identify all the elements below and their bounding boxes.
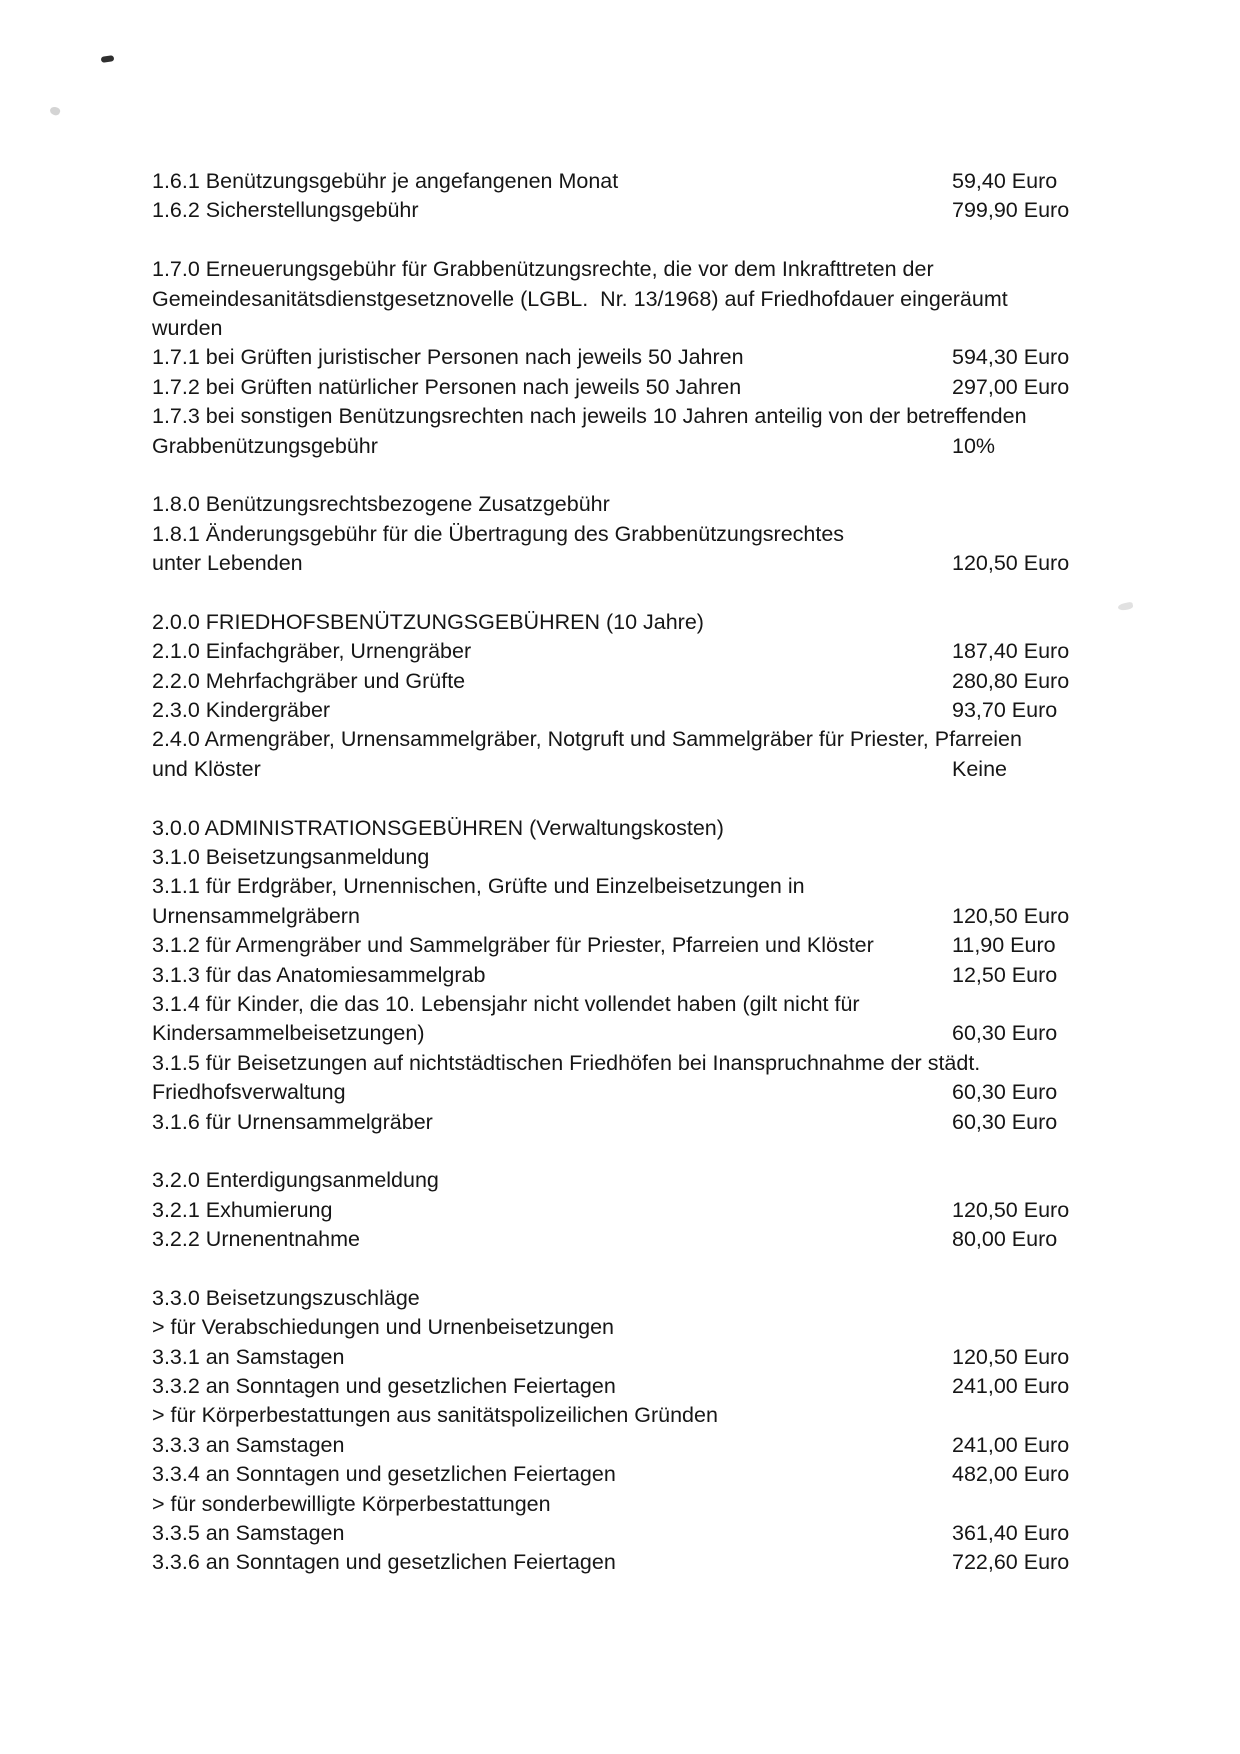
fee-line: [152, 314, 1112, 343]
fee-line: [152, 1372, 1112, 1401]
fee-label: 3.1.6 für Urnensammelgräber: [152, 1109, 433, 1134]
fee-line: [152, 343, 1112, 372]
fee-value: 799,90 Euro: [952, 198, 1070, 223]
fee-line: [152, 814, 1112, 843]
fee-value: 10%: [952, 433, 996, 458]
fee-line: [152, 255, 1112, 284]
fee-label: 3.2.1 Exhumierung: [152, 1197, 333, 1222]
fee-value: 297,00 Euro: [952, 374, 1070, 399]
fee-line: [152, 1431, 1112, 1460]
fee-label: 3.1.5 für Beisetzungen auf nichtstädtischen Friedhöfen bei Inanspruchnahme der städt.: [152, 1050, 981, 1075]
fee-line: [152, 1196, 1112, 1225]
fee-line: [152, 990, 1112, 1019]
fee-label: 3.3.3 an Samstagen: [152, 1432, 345, 1457]
fee-label: 3.3.1 an Samstagen: [152, 1344, 345, 1369]
fee-line: [152, 196, 1112, 225]
fee-label: > für Verabschiedungen und Urnenbeisetzungen: [152, 1315, 614, 1340]
fee-label: 1.7.2 bei Grüften natürlicher Personen nach jeweils 50 Jahren: [152, 374, 742, 399]
blank-line: [152, 461, 1112, 490]
fee-value: 722,60 Euro: [952, 1550, 1070, 1575]
blank-line: [152, 226, 1112, 255]
fee-label: 3.1.2 für Armengräber und Sammelgräber für Priester, Pfarreien und Klöster: [152, 933, 874, 958]
fee-label: 3.1.3 für das Anatomiesammelgrab: [152, 962, 486, 987]
fee-value: 482,00 Euro: [952, 1462, 1070, 1487]
fee-label: 3.3.4 an Sonntagen und gesetzlichen Feiertagen: [152, 1462, 616, 1487]
fee-value: 80,00 Euro: [952, 1227, 1058, 1252]
fee-line: [152, 1049, 1112, 1078]
fee-line: [152, 520, 1112, 549]
fee-line: [152, 902, 1112, 931]
fee-line: [152, 1313, 1112, 1342]
fee-value: 120,50 Euro: [952, 903, 1070, 928]
fee-label: 3.3.2 an Sonntagen und gesetzlichen Feiertagen: [152, 1374, 616, 1399]
fee-value: 60,30 Euro: [952, 1109, 1058, 1134]
blank-line: [152, 1254, 1112, 1283]
document-content: [152, 167, 1112, 1578]
fee-value: 11,90 Euro: [952, 933, 1056, 958]
fee-value: Keine: [952, 756, 1007, 781]
fee-label: 2.1.0 Einfachgräber, Urnengräber: [152, 639, 472, 664]
fee-line: [152, 872, 1112, 901]
fee-line: [152, 285, 1112, 314]
fee-line: [152, 843, 1112, 872]
fee-label: 3.0.0 ADMINISTRATIONSGEBÜHREN (Verwaltungskosten): [152, 815, 724, 840]
fee-label: 1.7.3 bei sonstigen Benützungsrechten nach jeweils 10 Jahren anteilig von der betreffenden: [152, 404, 1027, 429]
fee-label: Grabbenützungsgebühr: [152, 433, 378, 458]
fee-value: 59,40 Euro: [952, 169, 1058, 193]
fee-value: 120,50 Euro: [952, 1344, 1070, 1369]
blank-line: [152, 784, 1112, 813]
fee-line: [152, 1078, 1112, 1107]
fee-label: 3.3.5 an Samstagen: [152, 1520, 345, 1545]
fee-label: Kindersammelbeisetzungen): [152, 1021, 425, 1046]
blank-line: [152, 1137, 1112, 1166]
fee-label: unter Lebenden: [152, 551, 303, 576]
fee-line: [152, 1519, 1112, 1548]
fee-label: 3.2.2 Urnenentnahme: [152, 1227, 360, 1252]
fee-value: 120,50 Euro: [952, 1197, 1070, 1222]
fee-line: [152, 1166, 1112, 1195]
fee-value: 120,50 Euro: [952, 551, 1070, 576]
fee-label: > für Körperbestattungen aus sanitätspolizeilichen Gründen: [152, 1403, 718, 1428]
fee-label: 2.3.0 Kindergräber: [152, 698, 331, 723]
fee-line: [152, 432, 1112, 461]
fee-label: 2.0.0 FRIEDHOFSBENÜTZUNGSGEBÜHREN (10 Jahre): [152, 609, 704, 634]
fee-value: 280,80 Euro: [952, 668, 1070, 693]
fee-label: 2.2.0 Mehrfachgräber und Grüfte: [152, 668, 466, 693]
fee-line: [152, 1343, 1112, 1372]
fee-label: Friedhofsverwaltung: [152, 1080, 346, 1105]
fee-label: 3.2.0 Enterdigungsanmeldung: [152, 1168, 439, 1193]
fee-label: 1.8.1 Änderungsgebühr für die Übertragung des Grabbenützungsrechtes: [152, 521, 845, 546]
fee-value: 93,70 Euro: [952, 698, 1058, 723]
fee-line: [152, 961, 1112, 990]
scan-artifact-smudge: [49, 105, 61, 116]
fee-label: 1.7.1 bei Grüften juristischer Personen nach jeweils 50 Jahren: [152, 345, 744, 370]
fee-line: [152, 667, 1112, 696]
fee-line: [152, 696, 1112, 725]
fee-label: 3.1.0 Beisetzungsanmeldung: [152, 844, 430, 869]
fee-line: [152, 755, 1112, 784]
fee-label: Gemeindesanitätsdienstgesetznovelle (LGBL. Nr. 13/1968) auf Friedhofdauer eingeräumt: [152, 286, 1008, 311]
scan-artifact-faint: [1117, 602, 1133, 612]
fee-label: 1.7.0 Erneuerungsgebühr für Grabbenützungsrechte, die vor dem Inkrafttreten der: [152, 257, 934, 282]
fee-value: 60,30 Euro: [952, 1080, 1058, 1105]
fee-label: 2.4.0 Armengräber, Urnensammelgräber, Notgruft und Sammelgräber für Priester, Pfarreien: [152, 727, 1022, 752]
scan-artifact-dash: [101, 55, 115, 63]
fee-line: [152, 373, 1112, 402]
fee-line: [152, 1548, 1112, 1577]
fee-line: [152, 637, 1112, 666]
fee-line: [152, 608, 1112, 637]
fee-label: 1.8.0 Benützungsrechtsbezogene Zusatzgebühr: [152, 492, 610, 517]
fee-label: 3.1.1 für Erdgräber, Urnennischen, Grüfte und Einzelbeisetzungen in: [152, 874, 805, 899]
fee-line: [152, 1401, 1112, 1430]
fee-line: [152, 1284, 1112, 1313]
fee-label: und Klöster: [152, 756, 261, 781]
fee-label: 3.3.6 an Sonntagen und gesetzlichen Feiertagen: [152, 1550, 616, 1575]
fee-line: [152, 167, 1112, 196]
blank-line: [152, 578, 1112, 607]
fee-value: 241,00 Euro: [952, 1374, 1070, 1399]
fee-line: [152, 1225, 1112, 1254]
fee-line: [152, 490, 1112, 519]
fee-line: [152, 1490, 1112, 1519]
fee-label: 1.6.2 Sicherstellungsgebühr: [152, 198, 419, 223]
fee-line: [152, 1460, 1112, 1489]
fee-value: 12,50 Euro: [952, 962, 1058, 987]
fee-line: [152, 1019, 1112, 1048]
fee-line: [152, 931, 1112, 960]
fee-line: [152, 725, 1112, 754]
fee-value: 594,30 Euro: [952, 345, 1070, 370]
fee-label: Urnensammelgräbern: [152, 903, 360, 928]
fee-value: 60,30 Euro: [952, 1021, 1058, 1046]
fee-line: [152, 549, 1112, 578]
fee-value: 187,40 Euro: [952, 639, 1070, 664]
fee-label: 1.6.1 Benützungsgebühr je angefangenen Monat: [152, 169, 619, 193]
fee-label: wurden: [152, 315, 223, 340]
fee-label: 3.3.0 Beisetzungszuschläge: [152, 1285, 420, 1310]
fee-line: [152, 402, 1112, 431]
fee-line: [152, 1108, 1112, 1137]
fee-label: > für sonderbewilligte Körperbestattungen: [152, 1491, 551, 1516]
fee-value: 361,40 Euro: [952, 1520, 1070, 1545]
fee-value: 241,00 Euro: [952, 1432, 1070, 1457]
fee-label: 3.1.4 für Kinder, die das 10. Lebensjahr nicht vollendet haben (gilt nicht für: [152, 991, 860, 1016]
